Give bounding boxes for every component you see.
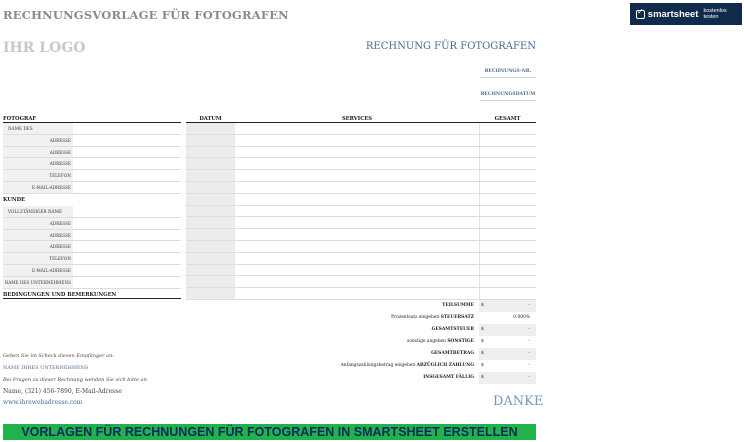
logo-placeholder: IHR LOGO	[3, 40, 86, 56]
photographer-row[interactable]	[3, 123, 181, 135]
summary-label-text: GESAMTBETRAG	[431, 351, 474, 356]
line-item-row[interactable]	[186, 123, 536, 135]
summary-label-text: INSGESAMT FÄLLIG	[423, 375, 474, 380]
summary-row	[330, 336, 536, 348]
photographer-header: FOTOGRAF	[3, 116, 181, 123]
customer-row[interactable]	[3, 230, 181, 242]
line-item-row[interactable]	[186, 241, 536, 253]
column-divider	[479, 241, 480, 252]
date-cell[interactable]	[186, 229, 235, 240]
summary-row	[330, 372, 536, 384]
customer-field-label: E-MAIL-ADRESSE	[3, 265, 73, 276]
line-item-row[interactable]	[186, 229, 536, 241]
summary-value[interactable]	[479, 336, 536, 348]
column-divider	[479, 217, 480, 228]
currency-symbol: $	[481, 339, 484, 344]
summary-hint: Anfangszahlungsbetrag eingeben	[340, 363, 417, 368]
summary-row	[330, 348, 536, 360]
customer-row[interactable]	[3, 253, 181, 265]
amount: 0.000%	[513, 315, 530, 320]
services-column-header: SERVICES	[235, 116, 479, 123]
line-item-row[interactable]	[186, 182, 536, 194]
date-cell[interactable]	[186, 123, 235, 134]
customer-field-label: NAME DES UNTERNEHMENS	[3, 277, 73, 288]
date-cell[interactable]	[186, 158, 235, 169]
line-item-row[interactable]	[186, 158, 536, 170]
customer-row[interactable]	[3, 206, 181, 218]
currency-symbol: $	[481, 375, 484, 380]
summary-value[interactable]	[479, 348, 536, 360]
customer-field-label: ADRESSE	[3, 218, 73, 229]
line-item-row[interactable]	[186, 206, 536, 218]
summary-row	[330, 324, 536, 336]
summary-label	[341, 360, 474, 372]
summary-row	[330, 312, 536, 324]
summary-label-text: GESAMTSTEUER	[431, 327, 474, 332]
line-item-row[interactable]	[186, 265, 536, 277]
customer-field-label: TELEFON	[3, 253, 73, 264]
summary-hint: Prozentsatz eingeben	[391, 315, 441, 320]
date-cell[interactable]	[186, 206, 235, 217]
check-note: Geben Sie im Scheck diesen Empfänger an:	[3, 353, 115, 359]
summary-label	[442, 300, 474, 312]
photographer-field-label: NAME DES	[3, 123, 73, 134]
summary-label-text: TEILSUMME	[442, 303, 474, 308]
line-item-row[interactable]	[186, 194, 536, 206]
photographer-row[interactable]	[3, 147, 181, 159]
summary-label-text: STEUERSATZ	[440, 315, 474, 320]
line-item-row[interactable]	[186, 135, 536, 147]
column-divider	[479, 229, 480, 240]
column-divider	[479, 158, 480, 169]
column-divider	[479, 253, 480, 264]
customer-field-label: ADRESSE	[3, 241, 73, 252]
photographer-row[interactable]	[3, 170, 181, 182]
amount: -	[528, 351, 530, 356]
date-cell[interactable]	[186, 241, 235, 252]
summary-value[interactable]	[479, 312, 536, 324]
photographer-row[interactable]	[3, 135, 181, 147]
company-name: NAME IHRES UNTERNEHMENS	[3, 365, 89, 371]
photographer-field-label: ADRESSE	[3, 147, 73, 158]
summary-value[interactable]	[479, 372, 536, 384]
summary-label	[391, 312, 474, 324]
column-divider	[479, 194, 480, 205]
summary-hint: sonstige angeben	[406, 339, 448, 344]
date-cell[interactable]	[186, 170, 235, 181]
line-item-row[interactable]	[186, 147, 536, 159]
summary-value[interactable]	[479, 360, 536, 372]
line-item-row[interactable]	[186, 253, 536, 265]
summary-label	[423, 372, 474, 384]
summary-value[interactable]	[479, 300, 536, 312]
column-divider	[479, 170, 480, 181]
line-item-row[interactable]	[186, 170, 536, 182]
questions-note: Bei Fragen zu dieser Rechnung wenden Sie sich bitte an	[3, 377, 147, 383]
smartsheet-check-icon	[636, 10, 645, 19]
amount: -	[528, 363, 530, 368]
photographer-field-label: ADRESSE	[3, 135, 73, 146]
column-divider	[479, 147, 480, 158]
column-divider	[479, 123, 480, 134]
currency-symbol: $	[481, 327, 484, 332]
amount: -	[528, 327, 530, 332]
invoice-date-label: RECHNUNGSDATUM	[480, 90, 536, 101]
photographer-row[interactable]	[3, 182, 181, 194]
summary-label-text: SONSTIGE	[447, 339, 474, 344]
line-item-row[interactable]	[186, 276, 536, 288]
summary-value[interactable]	[479, 324, 536, 336]
summary-label	[432, 324, 474, 336]
photographer-field-label: E-MAIL-ADRESSE	[3, 182, 73, 193]
photographer-field-label: ADRESSE	[3, 158, 73, 169]
page-title: RECHNUNGSVORLAGE FÜR FOTOGRAFEN	[3, 8, 289, 22]
brand-cta: kostenlos testen	[703, 8, 727, 20]
currency-symbol: $	[481, 363, 484, 368]
column-divider	[479, 206, 480, 217]
date-cell[interactable]	[186, 217, 235, 228]
date-cell[interactable]	[186, 253, 235, 264]
summary-row	[330, 300, 536, 312]
date-cell[interactable]	[186, 194, 235, 205]
customer-field-label: VOLLSTÄNDIGER NAME	[3, 206, 73, 217]
summary-label	[407, 336, 474, 348]
date-cell[interactable]	[186, 276, 235, 287]
column-divider	[479, 288, 480, 299]
line-item-row[interactable]	[186, 217, 536, 229]
summary-row	[330, 360, 536, 372]
amount: -	[528, 339, 530, 344]
thanks-text: DANKE	[493, 394, 544, 409]
currency-symbol: $	[481, 303, 484, 308]
customer-row[interactable]	[3, 265, 181, 277]
website-link[interactable]: www.ihrewebadresse.com	[3, 399, 83, 406]
contact-info: Name, (321) 456-7890, E-Mail-Adresse	[3, 388, 122, 395]
line-item-row[interactable]	[186, 288, 536, 300]
smartsheet-trial-button[interactable]	[630, 3, 742, 25]
invoice-title: RECHNUNG FÜR FOTOGRAFEN	[365, 41, 536, 52]
date-cell[interactable]	[186, 182, 235, 193]
terms-header: BEDINGUNGEN UND BEMERKUNGEN	[3, 292, 181, 299]
summary-label-text: ABZÜGLICH ZAHLUNG	[416, 363, 474, 368]
customer-header: KUNDE	[3, 197, 26, 203]
date-cell[interactable]	[186, 288, 235, 299]
currency-symbol: $	[481, 351, 484, 356]
amount: -	[528, 303, 530, 308]
smartsheet-template-banner[interactable]: VORLAGEN FÜR RECHNUNGEN FÜR FOTOGRAFEN IN SMARTSHEET ERSTELLEN	[3, 424, 536, 440]
customer-row[interactable]	[3, 277, 181, 289]
column-divider	[479, 135, 480, 146]
column-divider	[479, 276, 480, 287]
customer-row[interactable]	[3, 218, 181, 230]
total-column-header: GESAMT	[479, 116, 536, 123]
invoice-number-label: RECHNUNGS-NR.	[480, 67, 536, 78]
brand-name: smartsheet	[647, 8, 699, 20]
photographer-field-label: TELEFON	[3, 170, 73, 181]
photographer-row[interactable]	[3, 158, 181, 170]
amount: -	[528, 375, 530, 380]
column-divider	[479, 182, 480, 193]
date-column-header: DATUM	[186, 116, 235, 123]
column-divider	[479, 265, 480, 276]
customer-field-label: ADRESSE	[3, 230, 73, 241]
summary-label	[431, 348, 474, 360]
date-cell[interactable]	[186, 135, 235, 146]
customer-row[interactable]	[3, 241, 181, 253]
date-cell[interactable]	[186, 265, 235, 276]
date-cell[interactable]	[186, 147, 235, 158]
